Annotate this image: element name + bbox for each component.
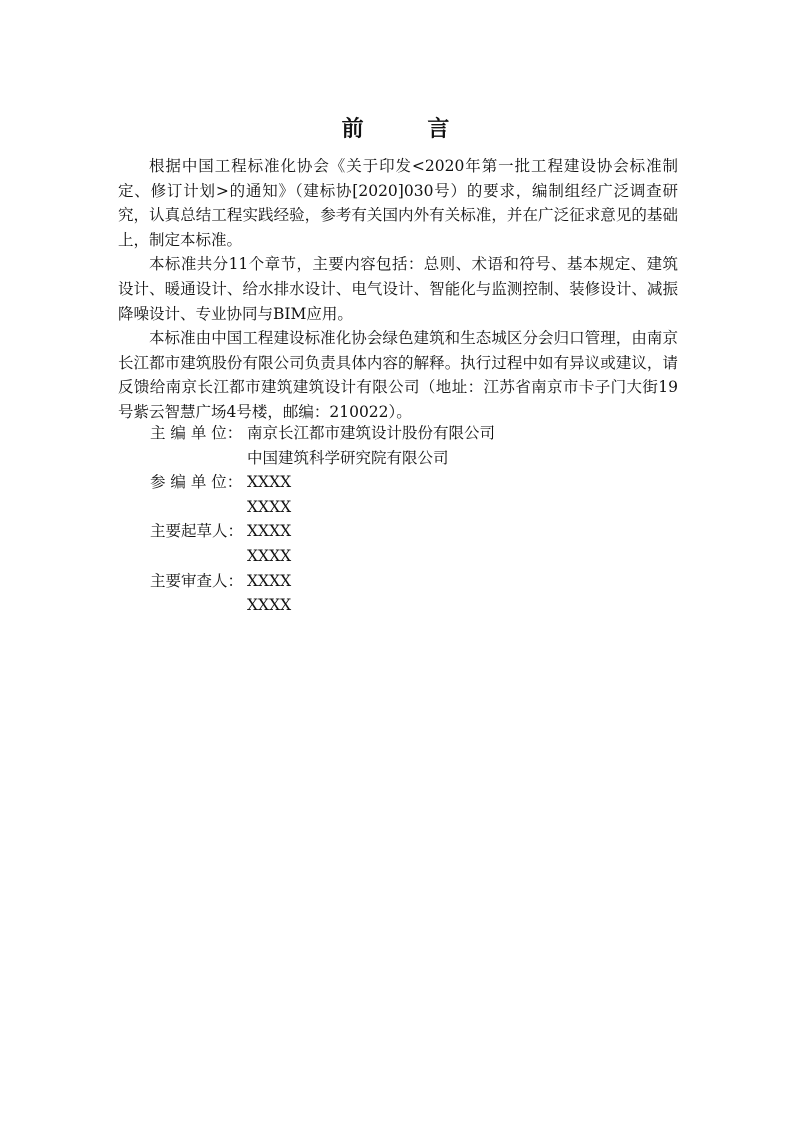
reviewer-2: XXXX: [247, 596, 292, 615]
participating-units-row-2: [150, 495, 495, 520]
chief-unit-1: 南京长江都市建筑设计股份有限公司: [247, 424, 496, 442]
participating-unit-1: XXXX: [247, 473, 292, 492]
drafters-row: [150, 519, 495, 544]
drafters-label: 主要起草人：: [150, 522, 244, 541]
reviewer-1: XXXX: [247, 571, 292, 590]
chief-units-row-2: [150, 446, 495, 471]
preface-paragraph-3: 本标准由中国工程建设标准化协会绿色建筑和生态城区分会归口管理，由南京长江都市建筑股份有限公司负责具体内容的解释。执行过程中如有异议或建议，请反馈给南京长江都市建筑建筑设计有限公司（地址：江苏省南京市卡子门大街19号紫云智慧广场4号楼，邮编：210022）。: [118, 329, 678, 421]
drafter-2: XXXX: [247, 546, 292, 565]
chief-units-row: [150, 421, 495, 446]
participating-unit-2: XXXX: [247, 497, 292, 516]
chief-units-label: 主 编 单 位：: [150, 424, 243, 442]
participating-units-label: 参 编 单 位：: [150, 473, 243, 492]
credits-block: [150, 421, 495, 618]
preface-paragraph-2: 本标准共分11个章节，主要内容包括：总则、术语和符号、基本规定、建筑设计、暖通设计、给水排水设计、电气设计、智能化与监测控制、装修设计、减振降噪设计、专业协同与BIM应用。: [118, 255, 678, 323]
reviewers-row: [150, 569, 495, 594]
participating-units-row: [150, 470, 495, 495]
preface-body: [118, 154, 678, 425]
reviewers-label: 主要审查人：: [150, 571, 244, 590]
drafters-row-2: [150, 544, 495, 569]
page-title: 前 言: [341, 116, 478, 142]
chief-unit-2: 中国建筑科学研究院有限公司: [247, 448, 449, 467]
drafter-1: XXXX: [247, 522, 292, 541]
reviewers-row-2: [150, 593, 495, 618]
preface-paragraph-1: 根据中国工程标准化协会《关于印发<2020年第一批工程建设协会标准制定、修订计划>的通知》（建标协[2020]030号）的要求，编制组经广泛调查研究，认真总结工程实践经验，参考有关国内外有关标准，并在广泛征求意见的基础上，制定本标准。: [118, 157, 678, 249]
